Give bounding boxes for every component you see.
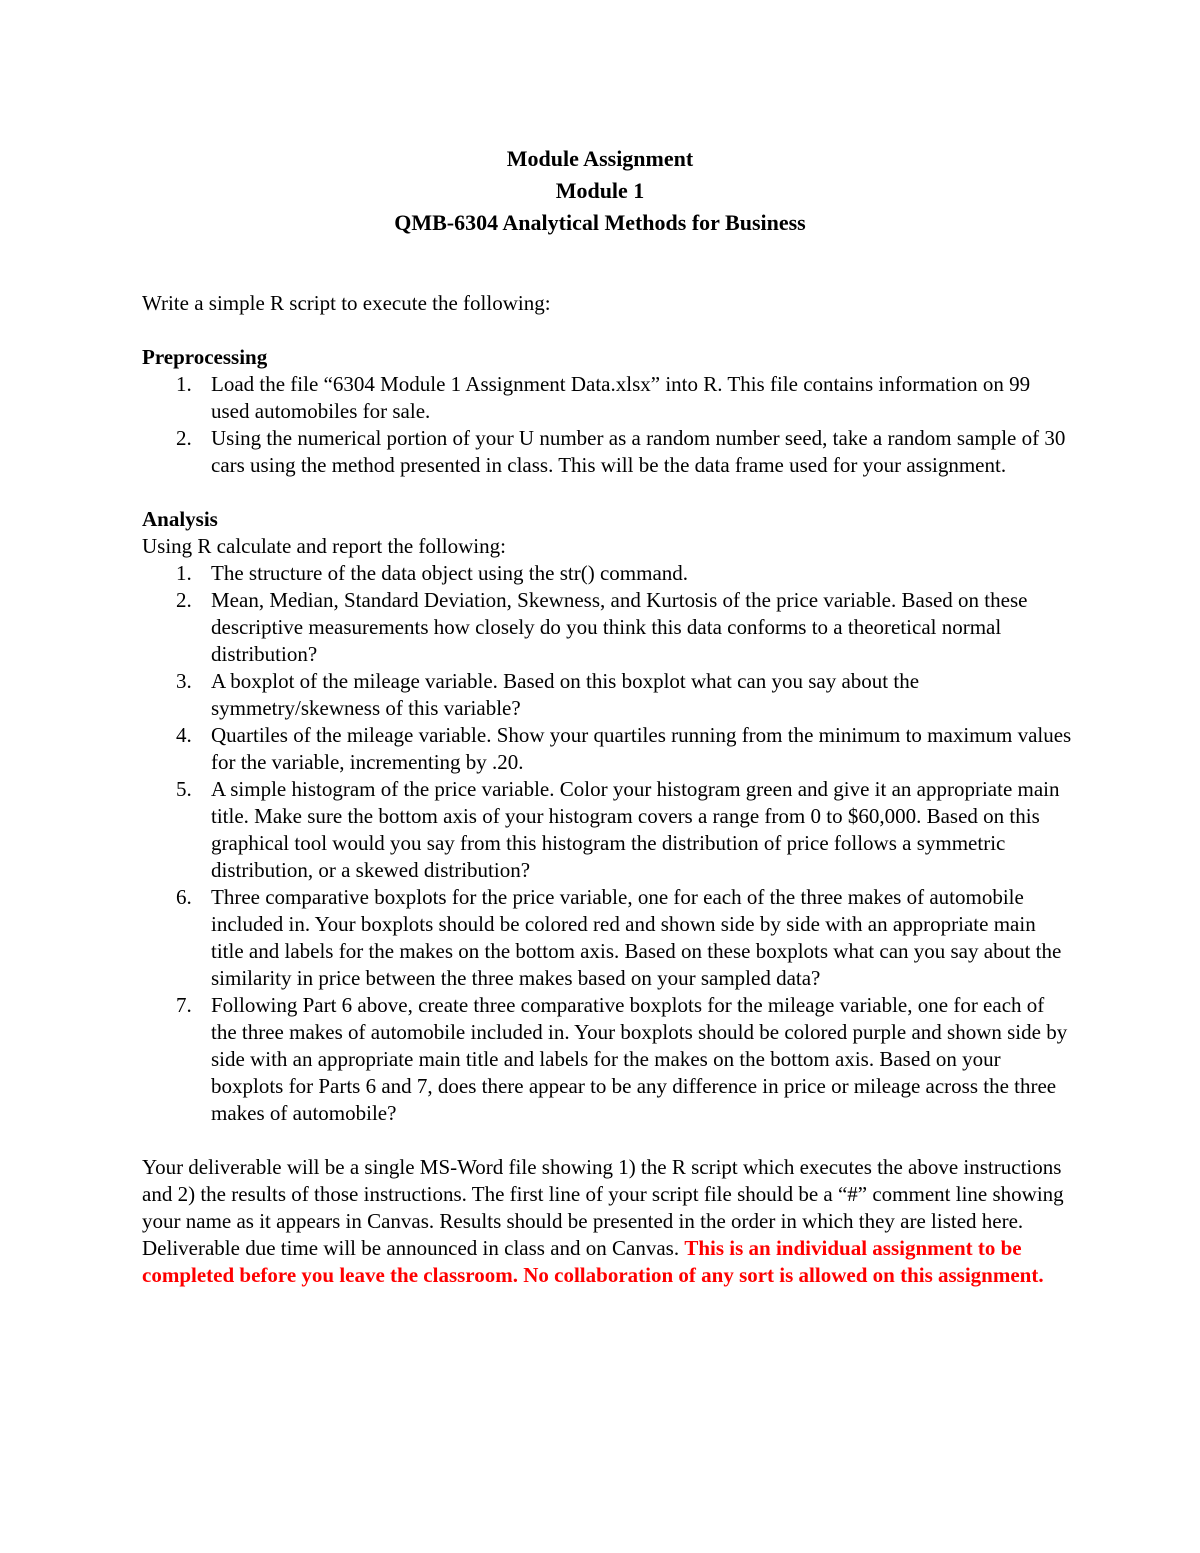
list-item-text: Using the numerical portion of your U number as a random number seed, take a random sample of 30 cars using the method presented in class. This will be the data frame used for your assignment. <box>211 426 1066 477</box>
analysis-heading: Analysis <box>142 507 218 531</box>
list-item-number: 1. <box>176 372 192 396</box>
list-item-number: 7. <box>176 993 192 1017</box>
list-item <box>142 722 1072 776</box>
document-body <box>142 290 1072 1289</box>
list-item-text: A boxplot of the mileage variable. Based on this boxplot what can you say about the symmetry/skewness of this variable? <box>211 669 920 720</box>
list-item-number: 6. <box>176 885 192 909</box>
list-item-number: 2. <box>176 588 192 612</box>
list-item-text: Quartiles of the mileage variable. Show your quartiles running from the minimum to maximum values for the variable, incrementing by .20. <box>211 723 1072 774</box>
list-item-number: 3. <box>176 669 192 693</box>
list-item-number: 4. <box>176 723 192 747</box>
list-item-number: 1. <box>176 561 192 585</box>
deliverable-warning: This is an individual assignment to be completed before you leave the classroom. No collaboration of any sort is allowed on this assignment. <box>142 1236 1044 1287</box>
preprocessing-list <box>142 371 1072 479</box>
document-title <box>0 143 1200 239</box>
list-item-number: 5. <box>176 777 192 801</box>
list-item <box>142 371 1072 425</box>
list-item <box>142 776 1072 884</box>
list-item <box>142 560 1072 587</box>
title-line-2: Module 1 <box>555 178 645 203</box>
list-item-text: A simple histogram of the price variable. Color your histogram green and give it an appropriate main title. Make sure the bottom axis of your histogram covers a range from 0 to $60,000. Based on this graphical tool would you say from this histogram the distribution of price follows a symmetric distribution, or a skewed distribution? <box>211 777 1060 882</box>
list-item <box>142 884 1072 992</box>
list-item-text: Following Part 6 above, create three comparative boxplots for the mileage variable, one for each of the three makes of automobile included in. Your boxplots should be colored purple and shown side by side with an appropriate main title and labels for the makes on the bottom axis. Based on your boxplots for Parts 6 and 7, does there appear to be any difference in price or mileage across the three makes of automobile? <box>211 993 1068 1125</box>
list-item <box>142 587 1072 668</box>
analysis-intro: Using R calculate and report the following: <box>142 534 506 558</box>
list-item-text: Mean, Median, Standard Deviation, Skewness, and Kurtosis of the price variable. Based on these descriptive measurements how closely do you think this data conforms to a theoretical normal distribution? <box>211 588 1028 666</box>
title-line-1: Module Assignment <box>506 146 694 171</box>
list-item-text: Load the file “6304 Module 1 Assignment Data.xlsx” into R. This file contains information on 99 used automobiles for sale. <box>211 372 1031 423</box>
deliverable-text: Your deliverable will be a single MS-Word file showing 1) the R script which executes the above instructions and 2) the results of those instructions. The first line of your script file should be a “#” comment line showing your name as it appears in Canvas. Results should be presented in the order in which they are listed here. Deliverable due time will be announced in class and on Canvas. <box>142 1155 1064 1260</box>
list-item <box>142 668 1072 722</box>
deliverable-paragraph <box>142 1154 1072 1289</box>
list-item <box>142 425 1072 479</box>
title-line-3: QMB-6304 Analytical Methods for Business <box>394 210 806 235</box>
analysis-list <box>142 560 1072 1127</box>
list-item-text: Three comparative boxplots for the price variable, one for each of the three makes of automobile included in. Your boxplots should be colored red and shown side by side with an appropriate main title and labels for the makes on the bottom axis. Based on these boxplots what can you say about the similarity in price between the three makes based on your sampled data? <box>211 885 1062 990</box>
list-item <box>142 992 1072 1127</box>
preprocessing-heading: Preprocessing <box>142 345 268 369</box>
list-item-text: The structure of the data object using the str() command. <box>211 561 689 585</box>
list-item-number: 2. <box>176 426 192 450</box>
intro-paragraph: Write a simple R script to execute the following: <box>142 291 551 315</box>
